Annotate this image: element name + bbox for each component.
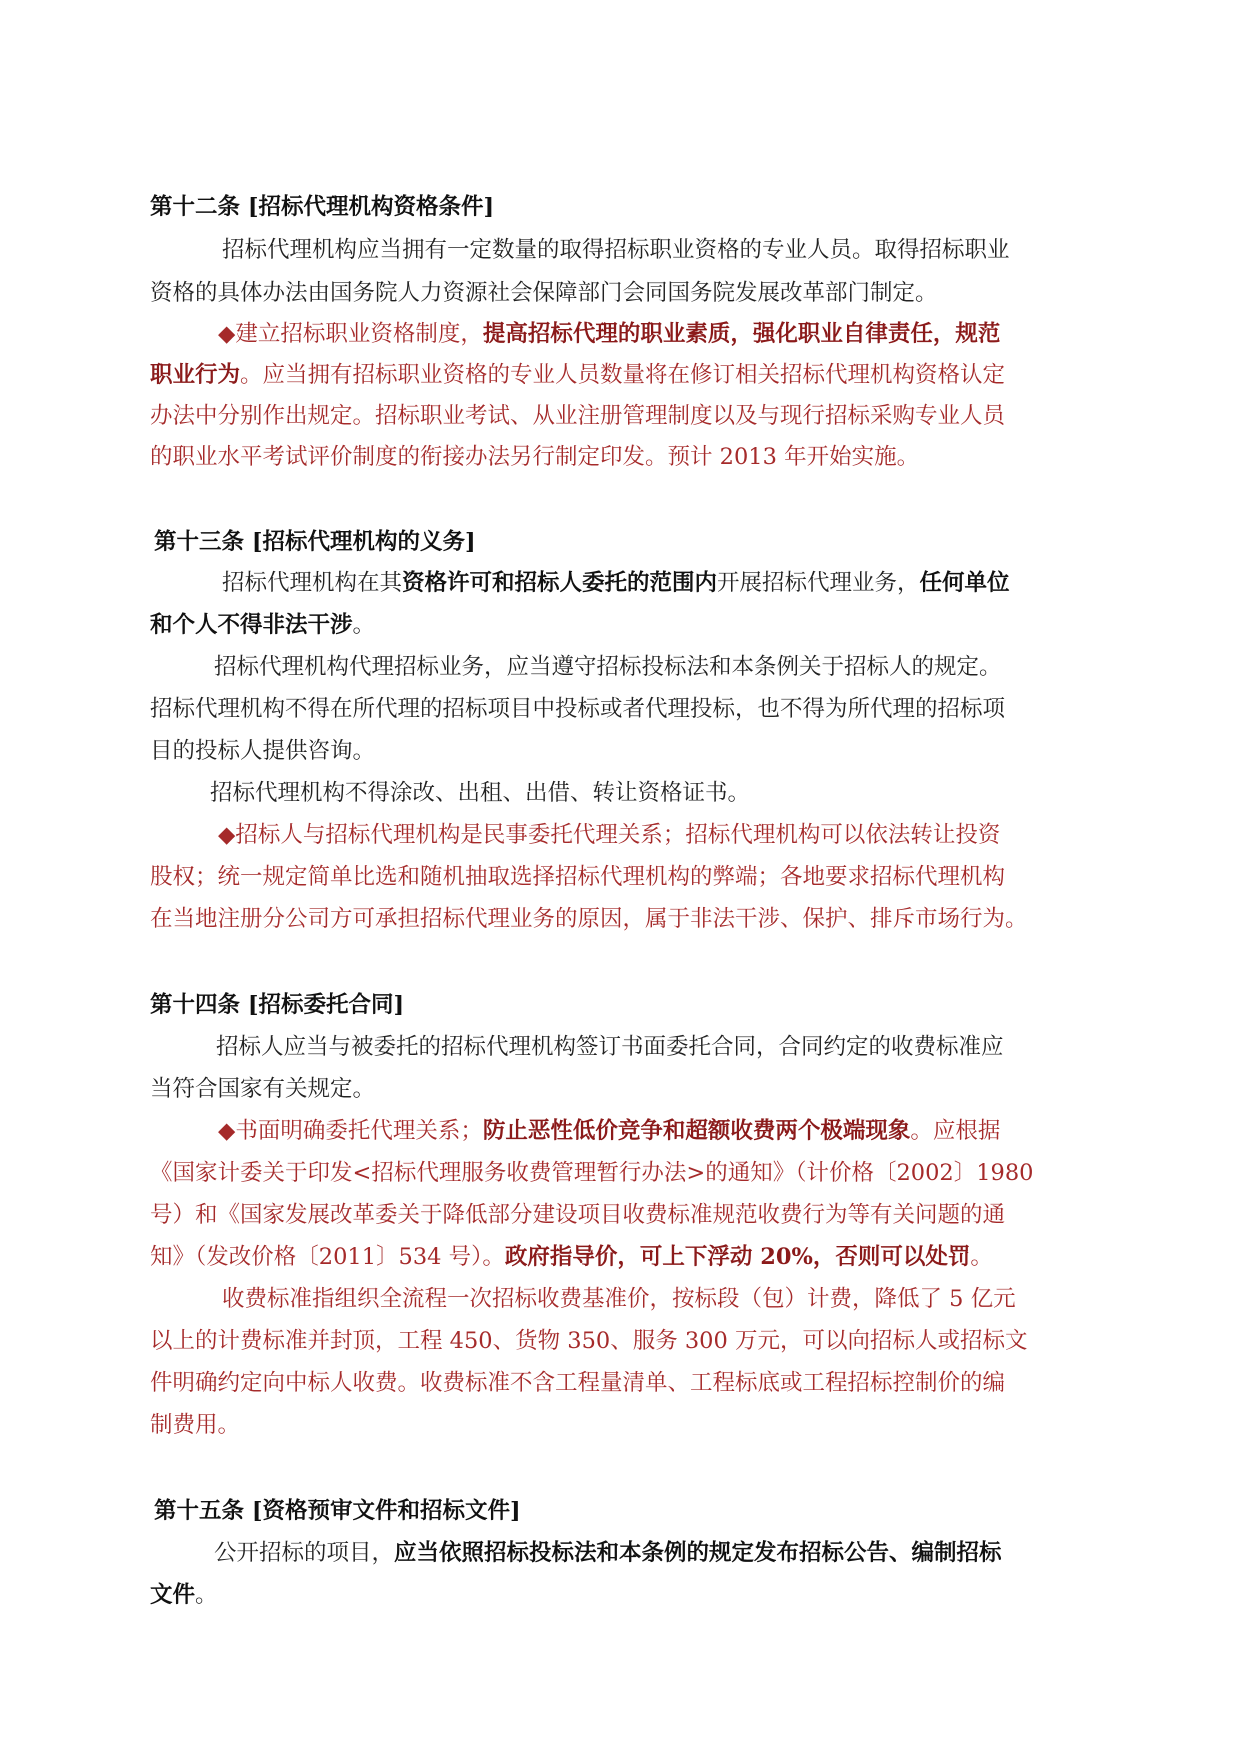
note-text: 建立招标职业资格制度， — [235, 321, 483, 347]
diamond-bullet-icon: ◆ — [218, 1118, 236, 1144]
note-emphasis: 防止恶性低价竞争和超额收费两个极端现象 — [482, 1118, 911, 1144]
note-text: 。 — [970, 1244, 993, 1270]
article-14-fee-line: 件明确约定向中标人收费。收费标准不含工程量清单、工程标底或工程招标控制价的编 — [150, 1370, 1006, 1396]
body-emphasis: 文件 — [150, 1582, 196, 1608]
article-14-fee-line: 以上的计费标准并封顶，工程 450、货物 350、服务 300 万元，可以向招标人或招标文 — [150, 1328, 1028, 1354]
body-text: 开展招标代理业务， — [717, 570, 920, 596]
note-text: 书面明确委托代理关系； — [235, 1118, 483, 1144]
article-15-body-line — [150, 1584, 218, 1607]
note-text: 。应根据 — [910, 1118, 1001, 1144]
diamond-bullet-icon: ◆ — [218, 321, 236, 347]
article-12-note-line: 办法中分别作出规定。招标职业考试、从业注册管理制度以及与现行招标采购专业人员 — [150, 403, 1006, 429]
note-emphasis: 职业行为 — [150, 362, 241, 388]
article-15-heading: 第十五条 [资格预审文件和招标文件] — [154, 1498, 521, 1524]
article-14-body-line: 招标人应当与被委托的招标代理机构签订书面委托合同，合同约定的收费标准应 — [216, 1034, 1004, 1060]
article-13-body-line: 目的投标人提供咨询。 — [150, 738, 376, 764]
body-text: 公开招标的项目， — [214, 1540, 395, 1566]
article-13-body-line: 招标代理机构不得涂改、出租、出借、转让资格证书。 — [210, 780, 751, 806]
article-12-body-line: 资格的具体办法由国务院人力资源社会保障部门会同国务院发展改革部门制定。 — [150, 280, 938, 306]
note-emphasis: 提高招标代理的职业素质，强化职业自律责任，规范 — [482, 321, 1001, 347]
body-emphasis: 资格许可和招标人委托的范围内 — [402, 570, 718, 596]
note-text: 知》（发改价格〔2011〕534 号）。 — [150, 1244, 505, 1270]
article-15-body-line — [214, 1542, 1002, 1565]
article-13-body-line: 招标代理机构代理招标业务，应当遵守招标投标法和本条例关于招标人的规定。 — [214, 654, 1002, 680]
article-14-note-line — [150, 1246, 993, 1269]
article-13-body-line — [222, 572, 1010, 595]
article-14-heading: 第十四条 [招标委托合同] — [150, 992, 405, 1018]
article-12-note-line: 的职业水平考试评价制度的衔接办法另行制定印发。预计 2013 年开始实施。 — [150, 444, 920, 470]
article-13-note-line: 股权；统一规定简单比选和随机抽取选择招标代理机构的弊端；各地要求招标代理机构 — [150, 864, 1006, 890]
article-12-note-line — [150, 364, 1005, 387]
article-14-note-line: 号）和《国家发展改革委关于降低部分建设项目收费标准规范收费行为等有关问题的通 — [150, 1202, 1006, 1228]
article-14-fee-line: 收费标准指组织全流程一次招标收费基准价，按标段（包）计费，降低了 5 亿元 — [222, 1286, 1016, 1312]
body-text: 招标代理机构在其 — [222, 570, 403, 596]
article-14-fee-line: 制费用。 — [150, 1412, 241, 1438]
body-text: 。 — [352, 612, 376, 638]
note-text: 。应当拥有招标职业资格的专业人员数量将在修订相关招标代理机构资格认定 — [240, 362, 1006, 388]
article-14-note-line — [218, 1120, 1000, 1143]
article-14-note-line: 《国家计委关于印发<招标代理服务收费管理暂行办法>的通知》（计价格〔2002〕1980 — [150, 1160, 1034, 1186]
diamond-bullet-icon: ◆ — [218, 822, 236, 848]
body-emphasis: 和个人不得非法干涉 — [150, 612, 353, 638]
article-13-body-line: 招标代理机构不得在所代理的招标项目中投标或者代理投标，也不得为所代理的招标项 — [150, 696, 1006, 722]
note-text: 招标人与招标代理机构是民事委托代理关系；招标代理机构可以依法转让投资 — [235, 822, 1001, 848]
article-12-note-line — [218, 323, 1000, 346]
article-13-note-line: 在当地注册分公司方可承担招标代理业务的原因，属于非法干涉、保护、排斥市场行为。 — [150, 906, 1028, 932]
body-emphasis: 应当依照招标投标法和本条例的规定发布招标公告、编制招标 — [394, 1540, 1002, 1566]
article-12-heading: 第十二条 [招标代理机构资格条件] — [150, 194, 495, 220]
body-text: 。 — [195, 1582, 218, 1608]
article-12-body-line: 招标代理机构应当拥有一定数量的取得招标职业资格的专业人员。取得招标职业 — [222, 237, 1010, 263]
article-13-note-line — [218, 824, 1000, 847]
article-14-body-line: 当符合国家有关规定。 — [150, 1076, 376, 1102]
article-13-body-line — [150, 614, 375, 637]
article-13-heading: 第十三条 [招标代理机构的义务] — [154, 529, 476, 555]
body-emphasis: 任何单位 — [919, 570, 1010, 596]
note-emphasis: 政府指导价，可上下浮动 20%，否则可以处罚 — [504, 1244, 971, 1270]
